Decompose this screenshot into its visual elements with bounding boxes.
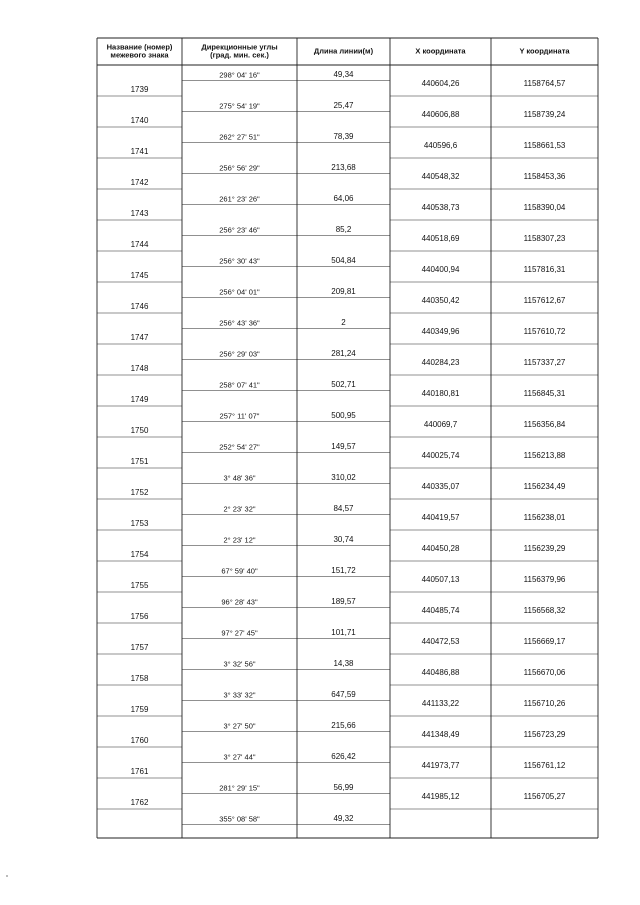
line-length: 209,81	[331, 286, 356, 296]
line-length: 151,72	[331, 565, 356, 575]
line-length: 84,57	[333, 503, 354, 513]
direction-angle: 256° 04' 01"	[219, 287, 260, 296]
line-length: 502,71	[331, 379, 356, 389]
y-coordinate: 1156670,06	[523, 668, 566, 678]
header-y: Y координата	[519, 46, 570, 56]
x-coordinate: 440025,74	[421, 451, 460, 461]
direction-angle: 3° 48' 36"	[223, 473, 256, 482]
direction-angle: 262° 27' 51"	[219, 132, 260, 141]
x-coordinate: 440419,57	[421, 513, 460, 523]
line-length: 25,47	[333, 100, 354, 110]
boundary-mark-name: 1743	[130, 209, 149, 219]
line-length: 49,32	[333, 813, 354, 823]
boundary-mark-name: 1747	[130, 333, 149, 343]
y-coordinate: 1158453,36	[523, 172, 566, 182]
direction-angle: 3° 27' 50"	[223, 721, 256, 730]
x-coordinate: 440400,94	[421, 265, 460, 275]
line-length: 101,71	[331, 627, 356, 637]
header-length: Длина линии(м)	[313, 46, 374, 56]
direction-angle: 281° 29' 15"	[219, 783, 260, 792]
x-coordinate: 440486,88	[421, 668, 460, 678]
line-length: 647,59	[331, 689, 356, 699]
direction-angle: 252° 54' 27"	[219, 442, 260, 451]
x-coordinate: 440450,28	[421, 544, 460, 554]
boundary-mark-name: 1760	[130, 736, 149, 746]
y-coordinate: 1157610,72	[523, 327, 566, 337]
y-coordinate: 1158390,04	[523, 203, 566, 213]
y-coordinate: 1156213,88	[523, 451, 566, 461]
y-coordinate: 1156761,12	[523, 761, 566, 771]
y-coordinate: 1156710,26	[523, 699, 566, 709]
direction-angle: 3° 33' 32"	[223, 690, 256, 699]
direction-angle: 275° 54' 19"	[219, 101, 260, 110]
boundary-mark-name: 1753	[130, 519, 149, 529]
boundary-mark-name: 1756	[130, 612, 149, 622]
y-coordinate: 1158661,53	[523, 141, 566, 151]
header-name	[107, 43, 173, 60]
line-length: 189,57	[331, 596, 356, 606]
boundary-mark-name: 1740	[130, 116, 149, 126]
boundary-mark-name: 1742	[130, 178, 149, 188]
line-length: 504,84	[331, 255, 356, 265]
line-length: 2	[341, 317, 346, 327]
boundary-mark-name: 1746	[130, 302, 149, 312]
x-coordinate: 440604,26	[421, 79, 460, 89]
x-coordinate: 440606,88	[421, 110, 460, 120]
direction-angle: 3° 32' 56"	[223, 659, 256, 668]
direction-angle: 355° 08' 58"	[219, 814, 260, 823]
line-length: 14,38	[333, 658, 354, 668]
line-length: 213,68	[331, 162, 356, 172]
line-length: 49,34	[333, 69, 354, 79]
direction-angle: 257° 11' 07"	[219, 411, 260, 420]
x-coordinate: 440284,23	[421, 358, 460, 368]
boundary-mark-name: 1757	[130, 643, 149, 653]
boundary-mark-name: 1754	[130, 550, 149, 560]
boundary-mark-name: 1762	[130, 798, 149, 808]
boundary-mark-name: 1758	[130, 674, 149, 684]
direction-angle: 258° 07' 41"	[219, 380, 260, 389]
boundary-mark-name: 1761	[130, 767, 149, 777]
line-length: 626,42	[331, 751, 356, 761]
x-coordinate: 440335,07	[421, 482, 460, 492]
y-coordinate: 1156238,01	[523, 513, 566, 523]
y-coordinate: 1157612,67	[523, 296, 566, 306]
line-length: 78,39	[333, 131, 354, 141]
x-coordinate: 440507,13	[421, 575, 460, 585]
y-coordinate: 1158764,57	[523, 79, 566, 89]
boundary-mark-name: 1745	[130, 271, 149, 281]
x-coordinate: 440350,42	[421, 296, 460, 306]
line-length: 30,74	[333, 534, 354, 544]
line-length: 85,2	[335, 224, 352, 234]
y-coordinate: 1157816,31	[523, 265, 566, 275]
y-coordinate: 1156723,29	[523, 730, 566, 740]
boundary-mark-name: 1749	[130, 395, 149, 405]
boundary-mark-name: 1751	[130, 457, 149, 467]
direction-angle: 2° 23' 32"	[223, 504, 256, 513]
x-coordinate: 440548,32	[421, 172, 460, 182]
x-coordinate: 440518,69	[421, 234, 460, 244]
y-coordinate: 1157337,27	[523, 358, 566, 368]
boundary-mark-name: 1752	[130, 488, 149, 498]
y-coordinate: 1156234,49	[523, 482, 566, 492]
y-coordinate: 1156845,31	[523, 389, 566, 399]
x-coordinate: 440472,53	[421, 637, 460, 647]
x-coordinate: 441133,22	[421, 699, 460, 709]
scan-speck	[6, 875, 8, 877]
x-coordinate: 440538,73	[421, 203, 460, 213]
line-length: 64,06	[333, 193, 354, 203]
x-coordinate: 440485,74	[421, 606, 460, 616]
direction-angle: 96° 28' 43"	[221, 597, 258, 606]
direction-angle: 3° 27' 44"	[223, 752, 256, 761]
x-coordinate: 441985,12	[421, 792, 460, 802]
boundary-mark-name: 1739	[130, 85, 149, 95]
y-coordinate: 1158307,23	[523, 234, 566, 244]
line-length: 500,95	[331, 410, 356, 420]
boundary-mark-name: 1750	[130, 426, 149, 436]
y-coordinate: 1156356,84	[523, 420, 566, 430]
line-length: 149,57	[331, 441, 356, 451]
x-coordinate: 440349,96	[421, 327, 460, 337]
direction-angle: 256° 30' 43"	[219, 256, 260, 265]
direction-angle: 261° 23' 26"	[219, 194, 260, 203]
y-coordinate: 1156239,29	[523, 544, 566, 554]
boundary-mark-name: 1759	[130, 705, 149, 715]
y-coordinate: 1156568,32	[523, 606, 566, 616]
x-coordinate: 441973,77	[421, 761, 460, 771]
x-coordinate: 440069,7	[423, 420, 458, 430]
direction-angle: 256° 43' 36"	[219, 318, 260, 327]
header-name-line: межевого знака	[110, 50, 169, 60]
direction-angle: 67° 59' 40"	[221, 566, 258, 575]
header-x: Х координата	[415, 46, 466, 56]
boundary-mark-name: 1741	[130, 147, 149, 157]
line-length: 310,02	[331, 472, 356, 482]
header-angle-line: Дирекционные углы	[201, 41, 278, 51]
line-length: 56,99	[333, 782, 354, 792]
header-name-line: Название (номер)	[106, 41, 173, 51]
boundary-mark-name: 1744	[130, 240, 149, 250]
x-coordinate: 441348,49	[421, 730, 460, 740]
boundary-mark-name: 1755	[130, 581, 149, 591]
header-angle	[201, 43, 277, 60]
y-coordinate: 1156379,96	[523, 575, 566, 585]
boundary-mark-name: 1748	[130, 364, 149, 374]
direction-angle: 2° 23' 12"	[223, 535, 256, 544]
direction-angle: 256° 56' 29"	[219, 163, 260, 172]
x-coordinate: 440596,6	[423, 141, 458, 151]
line-length: 281,24	[331, 348, 356, 358]
line-length: 215,66	[331, 720, 356, 730]
direction-angle: 97° 27' 45"	[221, 628, 258, 637]
x-coordinate: 440180,81	[421, 389, 460, 399]
direction-angle: 256° 23' 46"	[219, 225, 260, 234]
y-coordinate: 1158739,24	[523, 110, 566, 120]
y-coordinate: 1156669,17	[523, 637, 566, 647]
header-angle-line: (град. мин. сек.)	[210, 50, 269, 60]
direction-angle: 298° 04' 16"	[219, 70, 260, 79]
y-coordinate: 1156705,27	[523, 792, 566, 802]
direction-angle: 256° 29' 03"	[219, 349, 260, 358]
